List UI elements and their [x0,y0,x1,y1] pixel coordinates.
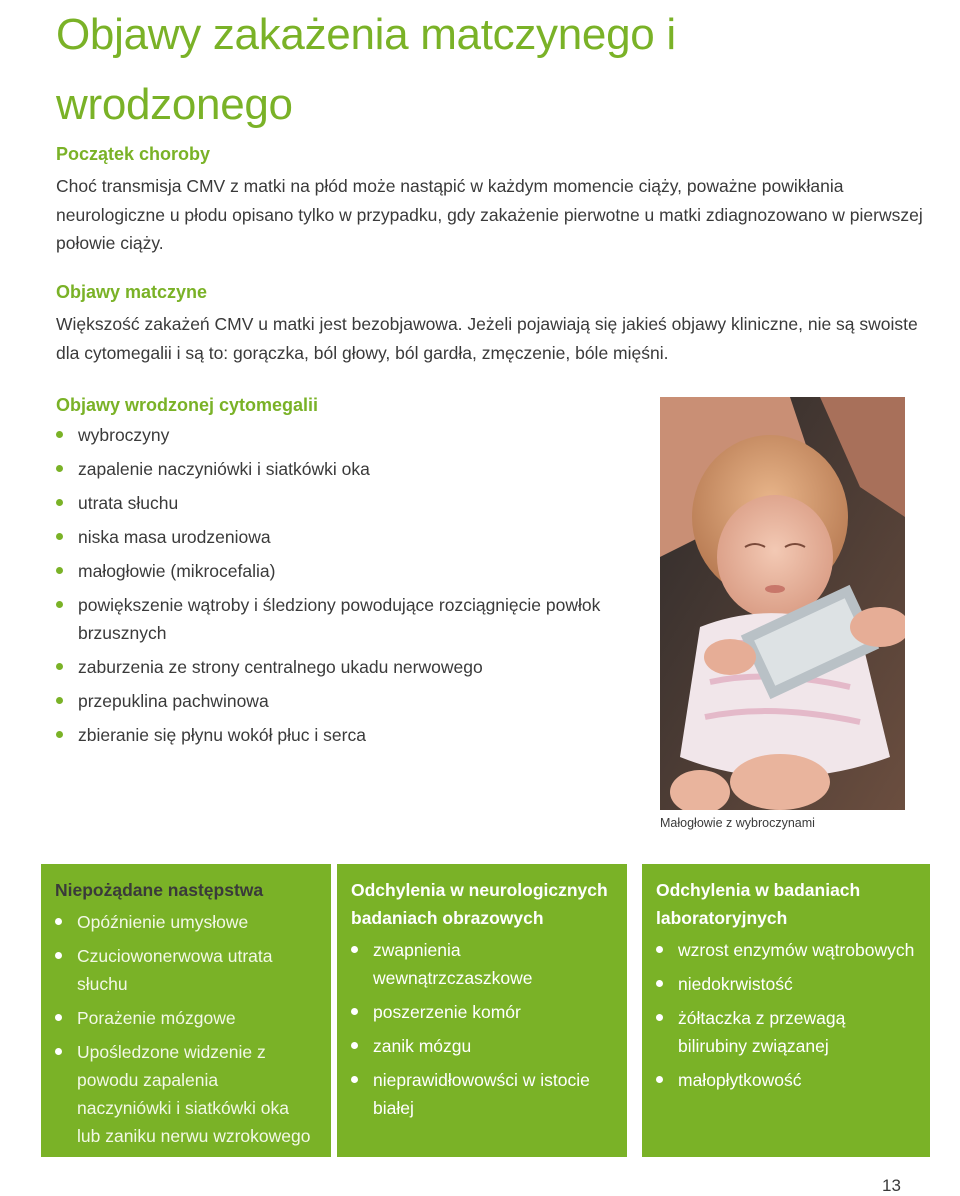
list-item: przepuklina pachwinowa [56,687,636,715]
bullet-icon [56,731,63,738]
photo-caption: Małogłowie z wybroczynami [660,816,815,830]
bullet-icon [56,465,63,472]
bullet-icon [55,1014,62,1021]
neuroimaging-list [351,936,613,1122]
list-item: zaburzenia ze strony centralnego ukadu nerwowego [56,653,636,681]
list-item: żółtaczka z przewagą bilirubiny związanej [656,1004,916,1060]
onset-text: Choć transmisja CMV z matki na płód może nastąpić w każdym momencie ciąży, poważne powikłania neurologiczne u płodu opisano tylko w przypadku, gdy zakażenie pierwotne u matki zdiagnozowano w pierwszej połowie ciąży. [56,176,923,253]
adverse-outcomes-box [41,864,331,1157]
onset-heading: Początek choroby [56,144,211,164]
bullet-icon [55,952,62,959]
laboratory-box [642,864,930,1157]
page-title: Objawy zakażenia matczynego i wrodzonego [56,10,676,129]
list-item: wybroczyny [56,421,636,449]
infant-photo-illustration [660,397,905,810]
bullet-icon [351,1042,358,1049]
list-item: Opóźnienie umysłowe [55,908,317,936]
list-item: Porażenie mózgowe [55,1004,317,1032]
list-item: poszerzenie komór [351,998,613,1026]
list-item: Upośledzone widzenie z powodu zapalenia naczyniówki i siatkówki oka lub zaniku nerwu wzrokowego [55,1038,317,1150]
congenital-heading: Objawy wrodzonej cytomegalii [56,395,319,415]
bullet-icon [351,1076,358,1083]
list-item: zwapnienia wewnątrzczaszkowe [351,936,613,992]
neuroimaging-box [337,864,627,1157]
bullet-icon [656,1014,663,1021]
page-number: 13 [882,1176,901,1195]
list-item: wzrost enzymów wątrobowych [656,936,916,964]
list-item: powiększenie wątroby i śledziony powodujące rozciągnięcie powłok brzusznych [56,591,636,647]
bullet-icon [56,431,63,438]
maternal-text: Większość zakażeń CMV u matki jest bezobjawowa. Jeżeli pojawiają się jakieś objawy kliniczne, nie są swoiste dla cytomegalii i są to: gorączka, ból głowy, ból gardła, zmęczenie, bóle mięśni. [56,314,918,363]
list-item: nieprawidłowowści w istocie białej [351,1066,613,1122]
bullet-icon [55,1048,62,1055]
list-item: utrata słuchu [56,489,636,517]
bullet-icon [656,980,663,987]
adverse-outcomes-list [55,908,317,1150]
bullet-icon [56,697,63,704]
bullet-icon [56,567,63,574]
list-item: zbieranie się płynu wokół płuc i serca [56,721,636,749]
box-title: Odchylenia w badaniach laboratoryjnych [656,880,861,928]
bullet-icon [56,601,63,608]
laboratory-list [656,936,916,1094]
list-item: zanik mózgu [351,1032,613,1060]
maternal-heading: Objawy matczyne [56,282,208,302]
box-title: Odchylenia w neurologicznych badaniach obrazowych [351,880,608,928]
list-item: zapalenie naczyniówki i siatkówki oka [56,455,636,483]
bullet-icon [56,663,63,670]
bullet-icon [55,918,62,925]
bullet-icon [56,533,63,540]
congenital-symptom-list [56,421,636,755]
list-item: małogłowie (mikrocefalia) [56,557,636,585]
bullet-icon [656,1076,663,1083]
list-item: niedokrwistość [656,970,916,998]
bullet-icon [656,946,663,953]
bullet-icon [56,499,63,506]
box-title: Niepożądane następstwa [55,880,264,900]
list-item: niska masa urodzeniowa [56,523,636,551]
list-item: Czuciowonerwowa utrata słuchu [55,942,317,998]
bullet-icon [351,1008,358,1015]
infant-photo [660,397,905,810]
list-item: małopłytkowość [656,1066,916,1094]
bullet-icon [351,946,358,953]
